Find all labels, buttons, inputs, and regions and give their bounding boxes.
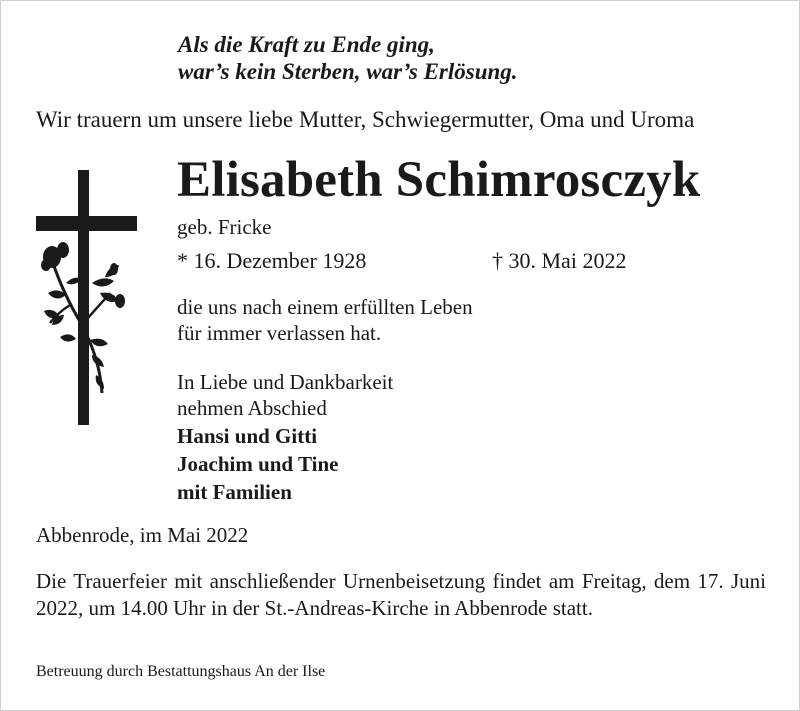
farewell-line-2: nehmen Abschied (177, 396, 327, 420)
mourner-1: Hansi und Gitti (177, 424, 318, 448)
mourner-2: Joachim und Tine (177, 452, 339, 476)
motto-line-2: war’s kein Sterben, war’s Erlösung. (178, 59, 518, 84)
funeral-home: Betreuung durch Bestattungshaus An der Ilse (36, 663, 326, 680)
death-date: † 30. Mai 2022 (492, 248, 627, 273)
motto-line-1: Als die Kraft zu Ende ging, (178, 32, 435, 57)
mourner-3: mit Familien (177, 480, 292, 504)
deceased-name: Elisabeth Schimrosczyk (177, 152, 701, 208)
ceremony-text: Die Trauerfeier mit anschließender Urnenbeisetzung findet am Freitag, dem 17. Juni 2022, um 14.00 Uhr in der St.-Andreas-Kirche in Abbenrode statt. (36, 569, 766, 620)
intro-text: Wir trauern um unsere liebe Mutter, Schwiegermutter, Oma und Uroma (36, 107, 695, 132)
message-line-1: die uns nach einem erfüllten Leben (177, 295, 473, 319)
maiden-name: geb. Fricke (177, 215, 272, 239)
place-date: Abbenrode, im Mai 2022 (36, 523, 249, 547)
cross-with-rose-icon (30, 165, 145, 430)
birth-date: * 16. Dezember 1928 (177, 248, 367, 273)
message-line-2: für immer verlassen hat. (177, 321, 382, 345)
farewell-line-1: In Liebe und Dankbarkeit (177, 370, 394, 394)
